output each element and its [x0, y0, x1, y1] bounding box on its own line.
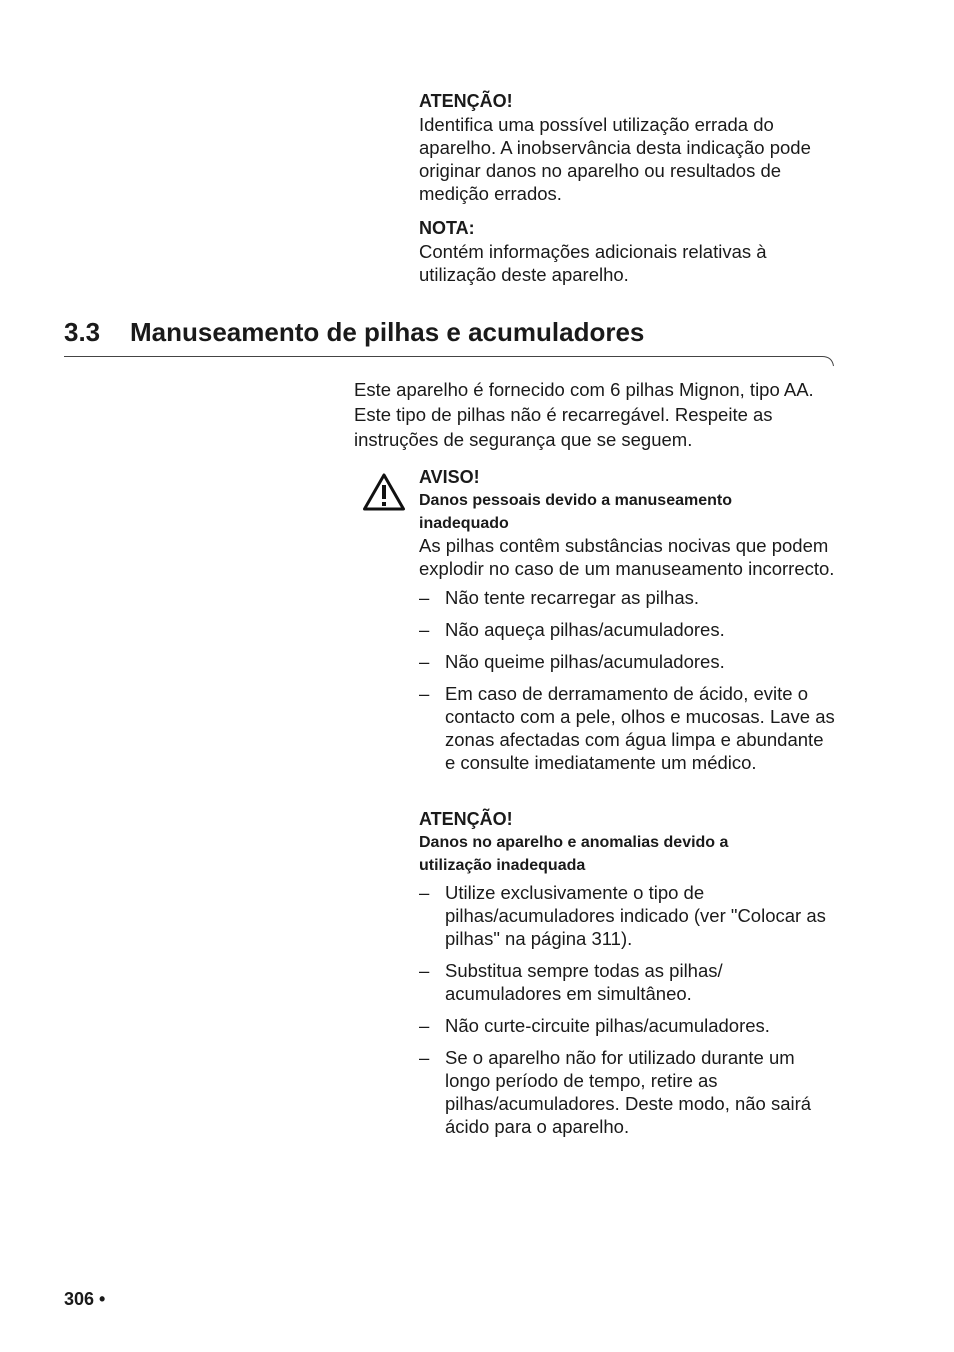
- nota-text: Contém informações adicionais relativas à utilização deste aparelho.: [419, 241, 767, 285]
- page-number: 306 •: [64, 1289, 106, 1309]
- aviso-list: [419, 586, 844, 774]
- list-item: – Utilize exclusivamente o tipo de pilhas/acumuladores indicado (ver "Colocar as pilhas" na página 311).: [419, 882, 826, 949]
- atencao2-label: ATENÇÃO!: [419, 809, 513, 829]
- dash-bullet: –: [419, 619, 430, 640]
- section-heading: [64, 315, 644, 349]
- section-rule: [64, 355, 836, 371]
- list-item: – Em caso de derramamento de ácido, evite o contacto com a pele, olhos e mucosas. Lave as zonas afectadas com água limpa e abundante e consulte imediatamente um médico.: [419, 683, 835, 773]
- dash-bullet: –: [419, 683, 430, 704]
- list-item: – Não tente recarregar as pilhas.: [419, 587, 699, 608]
- list-item: – Não aqueça pilhas/acumuladores.: [419, 619, 725, 640]
- dash-bullet: –: [419, 1047, 430, 1068]
- list-item: – Não curte-circuite pilhas/acumuladores.: [419, 1015, 770, 1036]
- atencao-text: Identifica uma possível utilização errada do aparelho. A inobservância desta indicação pode originar danos no aparelho ou resultados de medição errados.: [419, 114, 811, 204]
- atencao-block: [419, 808, 844, 1147]
- list-item: – Substitua sempre todas as pilhas/ acumuladores em simultâneo.: [419, 960, 723, 1004]
- dash-bullet: –: [419, 587, 430, 608]
- dash-bullet: –: [419, 960, 430, 981]
- aviso-subhead: Danos pessoais devido a manuseamento inadequado: [419, 492, 732, 532]
- dash-bullet: –: [419, 1015, 430, 1036]
- aviso-text: As pilhas contêm substâncias nocivas que podem explodir no caso de um manuseamento incorrecto.: [419, 535, 835, 579]
- aviso-label: AVISO!: [419, 467, 480, 487]
- section-number: 3.3: [64, 317, 101, 347]
- warning-triangle-icon: [362, 472, 406, 512]
- nota-label: NOTA:: [419, 218, 475, 238]
- atencao2-list: [419, 881, 844, 1138]
- dash-bullet: –: [419, 882, 430, 903]
- dash-bullet: –: [419, 651, 430, 672]
- intro-paragraph: Este aparelho é fornecido com 6 pilhas Mignon, tipo AA. Este tipo de pilhas não é recarregável. Respeite as instruções de segurança que se seguem.: [354, 379, 814, 450]
- list-item: – Se o aparelho não for utilizado durante um longo período de tempo, retire as pilhas/acumuladores. Deste modo, não sairá ácido para o aparelho.: [419, 1047, 812, 1137]
- top-notes: [419, 90, 844, 286]
- list-item: – Não queime pilhas/acumuladores.: [419, 651, 725, 672]
- atencao-label: ATENÇÃO!: [419, 91, 513, 111]
- section-title: Manuseamento de pilhas e acumuladores: [130, 317, 645, 347]
- aviso-block: [419, 466, 844, 783]
- atencao2-subhead: Danos no aparelho e anomalias devido a utilização inadequada: [419, 834, 729, 874]
